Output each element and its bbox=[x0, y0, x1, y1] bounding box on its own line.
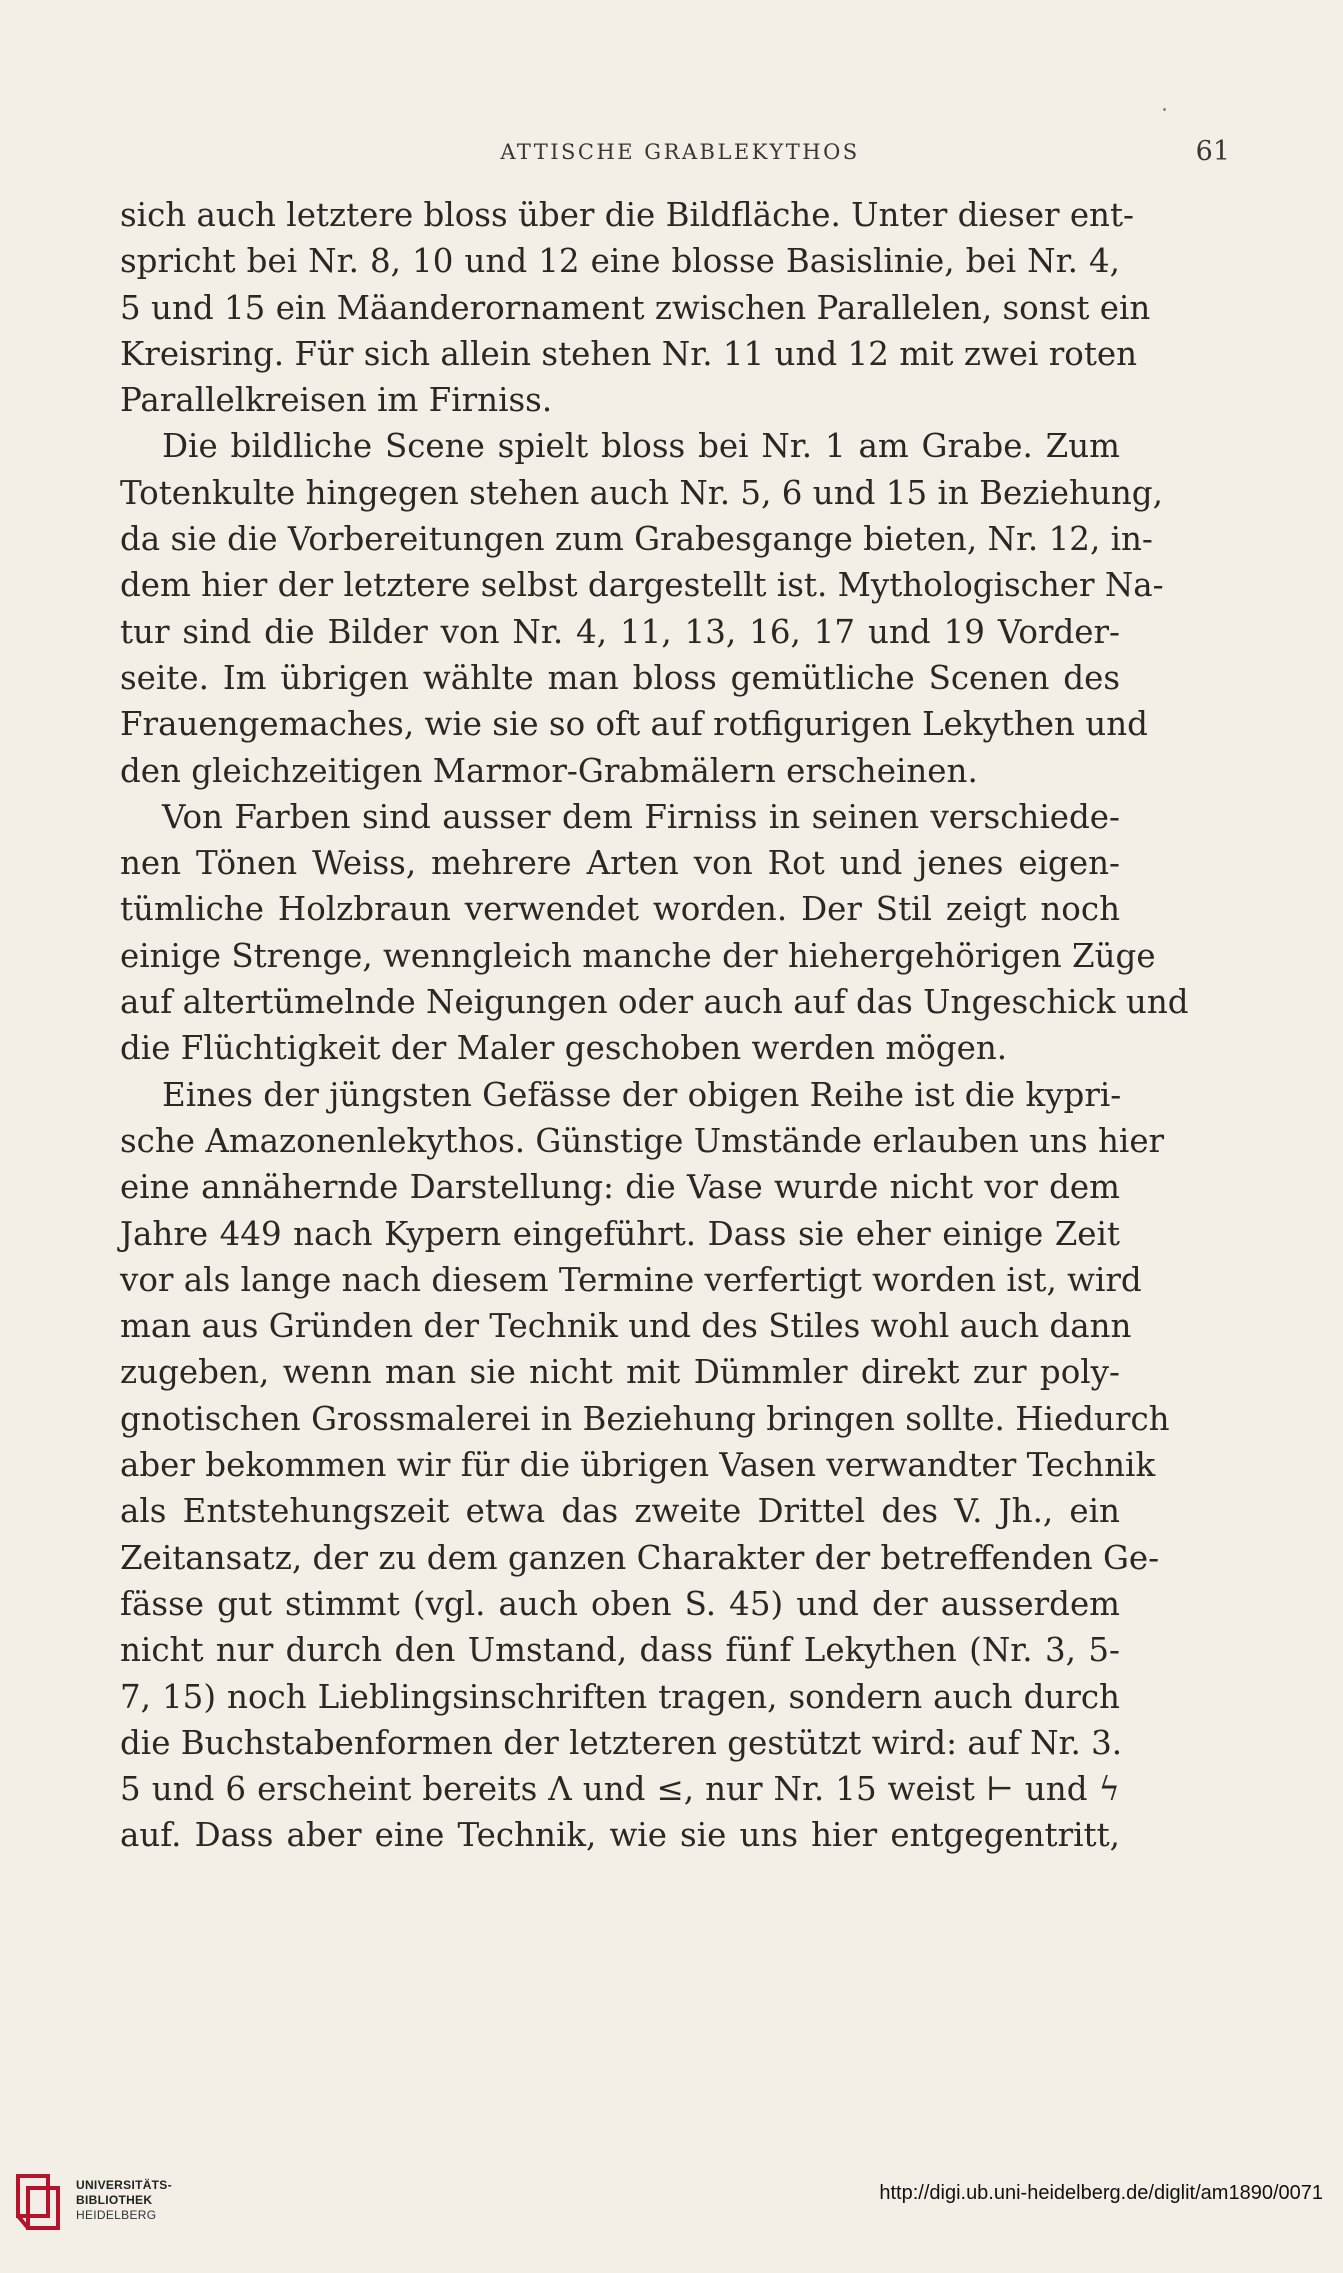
text-line: da sie die Vorbereitungen zum Grabesgange bieten, Nr. 12, in- bbox=[120, 520, 1153, 559]
library-name-line3: HEIDELBERG bbox=[76, 2208, 157, 2222]
text-line: eine annähernde Darstellung: die Vase wurde nicht vor dem bbox=[120, 1168, 1120, 1207]
text-line: einige Strenge, wenngleich manche der hiehergehörigen Züge bbox=[120, 936, 1156, 975]
text-line: seite. Im übrigen wählte man bloss gemütliche Scenen des bbox=[120, 658, 1120, 697]
text-line: 5 und 6 erscheint bereits Λ und ≤, nur Nr. 15 weist ⊢ und ϟ bbox=[120, 1770, 1120, 1809]
text-line: zugeben, wenn man sie nicht mit Dümmler direkt zur poly- bbox=[120, 1353, 1120, 1392]
text-line: den gleichzeitigen Marmor-Grabmälern erscheinen. bbox=[120, 751, 978, 790]
text-line: spricht bei Nr. 8, 10 und 12 eine blosse Basislinie, bei Nr. 4, bbox=[120, 242, 1120, 281]
body-text bbox=[120, 192, 1189, 1859]
speck bbox=[1163, 108, 1166, 111]
text-line: sche Amazonenlekythos. Günstige Umstände erlauben uns hier bbox=[120, 1121, 1165, 1160]
library-name-line2: BIBLIOTHEK bbox=[76, 2193, 153, 2207]
text-line: Zeitansatz, der zu dem ganzen Charakter der betreffenden Ge- bbox=[120, 1538, 1160, 1577]
text-line: als Entstehungszeit etwa das zweite Drittel des V. Jh., ein bbox=[120, 1492, 1120, 1531]
text-line: tur sind die Bilder von Nr. 4, 11, 13, 16, 17 und 19 Vorder- bbox=[120, 612, 1120, 651]
text-line: tümliche Holzbraun verwendet worden. Der Stil zeigt noch bbox=[120, 890, 1120, 929]
library-name-line1: UNIVERSITÄTS- bbox=[76, 2178, 172, 2192]
text-line: nen Tönen Weiss, mehrere Arten von Rot und jenes eigen- bbox=[120, 844, 1120, 883]
text-line: sich auch letztere bloss über die Bildfläche. Unter dieser ent- bbox=[120, 196, 1135, 234]
text-line: die Flüchtigkeit der Maler geschoben werden mögen. bbox=[120, 1029, 1008, 1068]
text-line: 7, 15) noch Lieblingsinschriften tragen, sondern auch durch bbox=[120, 1677, 1120, 1716]
text-line: auf. Dass aber eine Technik, wie sie uns hier entgegentritt, bbox=[120, 1816, 1120, 1855]
text-line: die Buchstabenformen der letzteren gestützt wird: auf Nr. 3. bbox=[120, 1723, 1123, 1762]
running-title: ATTISCHE GRABLEKYTHOS bbox=[500, 140, 860, 164]
text-line: auf altertümelnde Neigungen oder auch auf das Ungeschick und bbox=[120, 983, 1189, 1022]
text-line: Parallelkreisen im Firniss. bbox=[120, 381, 553, 420]
text-line: Kreisring. Für sich allein stehen Nr. 11 und 12 mit zwei roten bbox=[120, 334, 1138, 373]
page-number: 61 bbox=[1195, 136, 1230, 167]
library-logo-icon bbox=[14, 2172, 68, 2234]
page-header bbox=[120, 136, 1240, 180]
text-line: Von Farben sind ausser dem Firniss in seinen verschiede- bbox=[162, 797, 1120, 836]
text-line: dem hier der letztere selbst dargestellt ist. Mythologischer Na- bbox=[120, 566, 1164, 605]
text-line: man aus Gründen der Technik und des Stiles wohl auch dann bbox=[120, 1307, 1132, 1346]
text-line: Die bildliche Scene spielt bloss bei Nr. 1 am Grabe. Zum bbox=[162, 427, 1120, 466]
text-line: aber bekommen wir für die übrigen Vasen verwandter Technik bbox=[120, 1446, 1156, 1485]
text-line: 5 und 15 ein Mäanderornament zwischen Parallelen, sonst ein bbox=[120, 288, 1151, 327]
library-logo[interactable] bbox=[14, 2172, 224, 2242]
text-line: gnotischen Grossmalerei in Beziehung bringen sollte. Hiedurch bbox=[120, 1399, 1170, 1438]
text-line: Jahre 449 nach Kypern eingeführt. Dass sie eher einige Zeit bbox=[120, 1214, 1120, 1253]
footer bbox=[0, 2162, 1343, 2273]
library-name bbox=[76, 2178, 172, 2223]
source-url-link[interactable]: http://digi.ub.uni-heidelberg.de/diglit/am1890/0071 bbox=[879, 2182, 1323, 2204]
text-line: nicht nur durch den Umstand, dass fünf Lekythen (Nr. 3, 5- bbox=[120, 1631, 1120, 1670]
text-line: vor als lange nach diesem Termine verfertigt worden ist, wird bbox=[120, 1260, 1142, 1299]
text-line: Frauengemaches, wie sie so oft auf rotfigurigen Lekythen und bbox=[120, 705, 1148, 744]
text-line: fässe gut stimmt (vgl. auch oben S. 45) und der ausserdem bbox=[120, 1584, 1120, 1623]
text-line: Totenkulte hingegen stehen auch Nr. 5, 6 und 15 in Beziehung, bbox=[120, 473, 1163, 512]
text-line: Eines der jüngsten Gefässe der obigen Reihe ist die kypri- bbox=[162, 1075, 1122, 1114]
